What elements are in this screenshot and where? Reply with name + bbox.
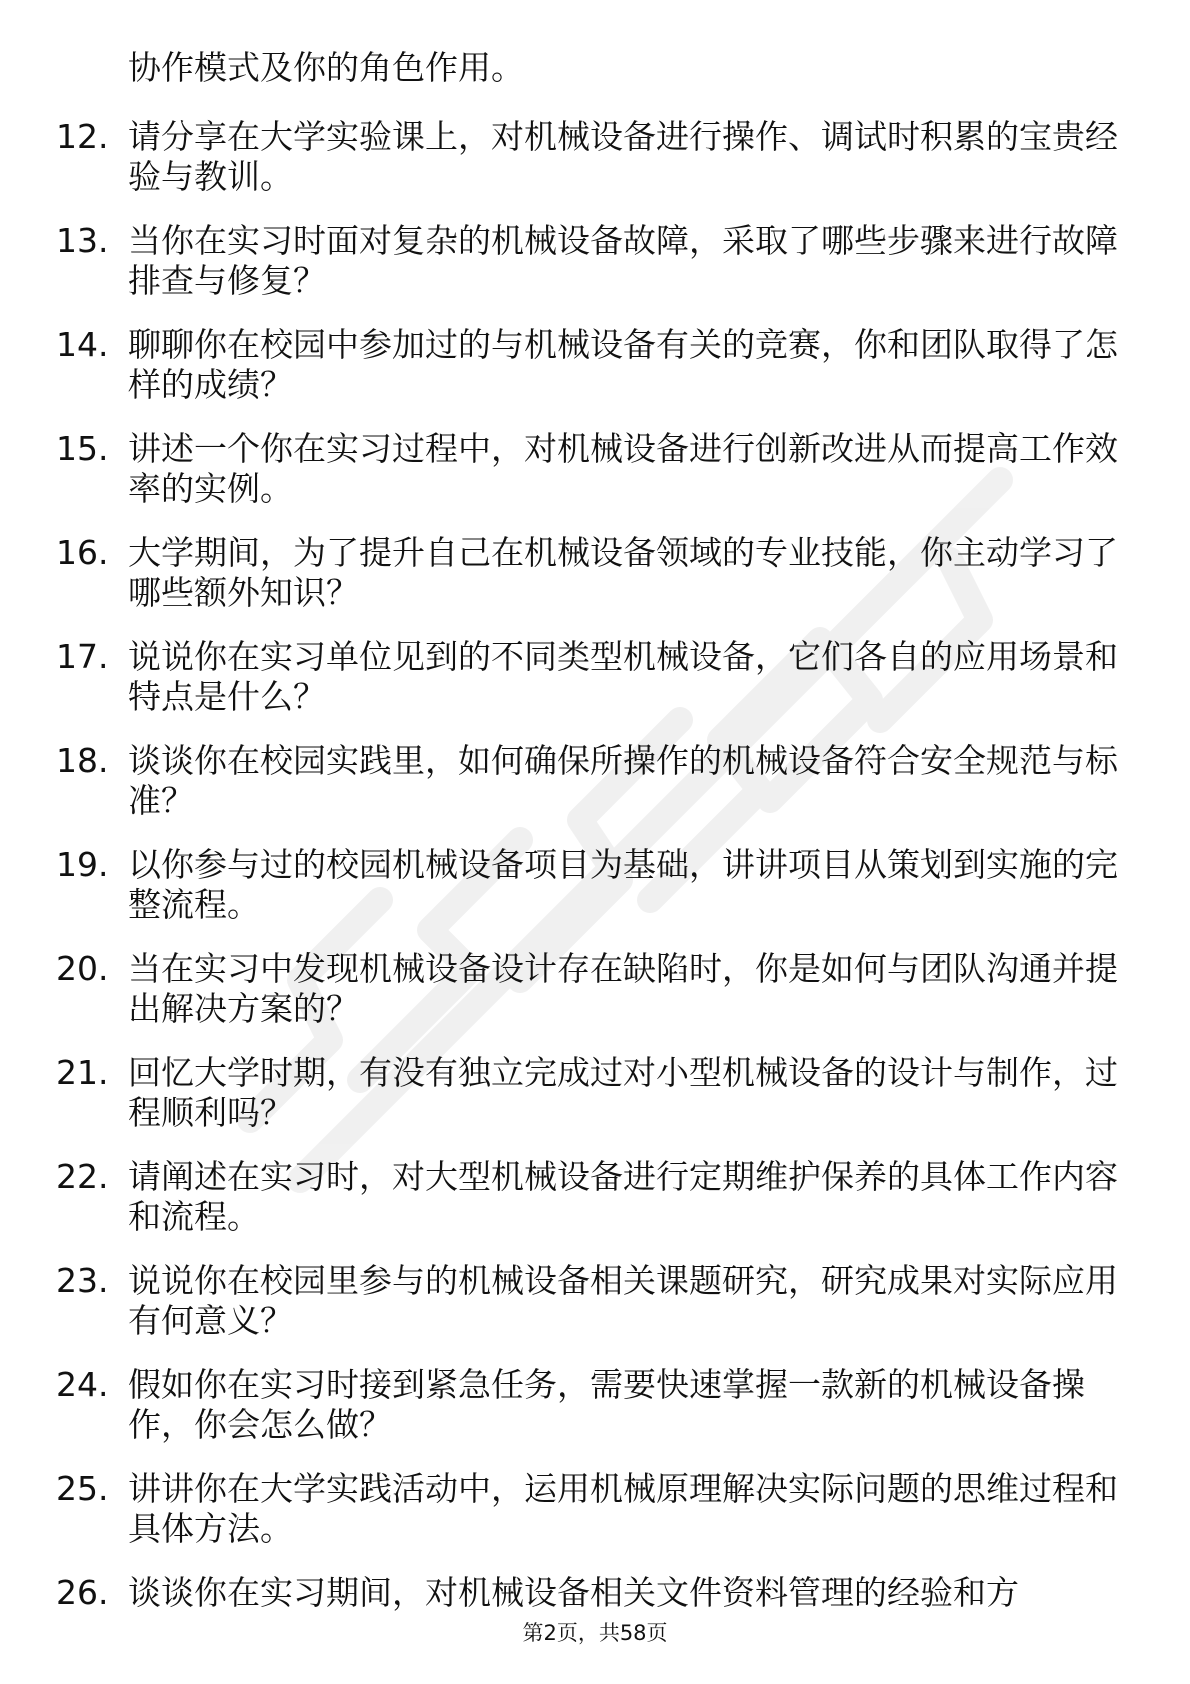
question-text: 聊聊你在校园中参加过的与机械设备有关的竞赛，你和团队取得了怎样的成绩？ bbox=[128, 325, 1118, 404]
question-text: 当你在实习时面对复杂的机械设备故障，采取了哪些步骤来进行故障排查与修复？ bbox=[128, 221, 1118, 300]
list-item bbox=[0, 1053, 1190, 1157]
list-item bbox=[0, 949, 1190, 1053]
question-text: 谈谈你在校园实践里，如何确保所操作的机械设备符合安全规范与标准？ bbox=[128, 741, 1118, 820]
list-item bbox=[0, 637, 1190, 741]
question-number: 12. bbox=[56, 117, 109, 156]
question-list bbox=[0, 117, 1190, 1677]
question-text: 说说你在校园里参与的机械设备相关课题研究，研究成果对实际应用有何意义？ bbox=[128, 1261, 1118, 1340]
list-item bbox=[0, 221, 1190, 325]
list-item bbox=[0, 1469, 1190, 1573]
list-item bbox=[0, 1365, 1190, 1469]
list-item bbox=[0, 117, 1190, 221]
question-text: 当在实习中发现机械设备设计存在缺陷时，你是如何与团队沟通并提出解决方案的？ bbox=[128, 949, 1118, 1028]
question-number: 14. bbox=[56, 325, 109, 364]
question-text: 请分享在大学实验课上，对机械设备进行操作、调试时积累的宝贵经验与教训。 bbox=[128, 117, 1118, 196]
list-item bbox=[0, 1261, 1190, 1365]
question-number: 13. bbox=[56, 221, 109, 260]
list-item bbox=[0, 429, 1190, 533]
continuation-text: 协作模式及你的角色作用。 bbox=[128, 48, 524, 87]
question-text: 回忆大学时期，有没有独立完成过对小型机械设备的设计与制作，过程顺利吗？ bbox=[128, 1053, 1118, 1132]
question-text: 大学期间，为了提升自己在机械设备领域的专业技能，你主动学习了哪些额外知识？ bbox=[128, 533, 1118, 612]
question-number: 25. bbox=[56, 1469, 109, 1508]
question-text: 以你参与过的校园机械设备项目为基础，讲讲项目从策划到实施的完整流程。 bbox=[128, 845, 1118, 924]
question-number: 24. bbox=[56, 1365, 109, 1404]
question-text: 讲讲你在大学实践活动中，运用机械原理解决实际问题的思维过程和具体方法。 bbox=[128, 1469, 1118, 1548]
question-number: 22. bbox=[56, 1157, 109, 1196]
question-number: 26. bbox=[56, 1573, 109, 1612]
list-item bbox=[0, 1157, 1190, 1261]
question-text: 谈谈你在实习期间，对机械设备相关文件资料管理的经验和方 bbox=[128, 1573, 1019, 1612]
question-number: 20. bbox=[56, 949, 109, 988]
question-number: 23. bbox=[56, 1261, 109, 1300]
question-text: 假如你在实习时接到紧急任务，需要快速掌握一款新的机械设备操作，你会怎么做？ bbox=[128, 1365, 1085, 1444]
question-number: 18. bbox=[56, 741, 109, 780]
question-text: 请阐述在实习时，对大型机械设备进行定期维护保养的具体工作内容和流程。 bbox=[128, 1157, 1118, 1236]
page-footer: 第2页，共58页 bbox=[522, 1621, 668, 1645]
list-item bbox=[0, 845, 1190, 949]
list-item bbox=[0, 533, 1190, 637]
question-number: 21. bbox=[56, 1053, 109, 1092]
question-text: 说说你在实习单位见到的不同类型机械设备，它们各自的应用场景和特点是什么？ bbox=[128, 637, 1118, 716]
question-number: 19. bbox=[56, 845, 109, 884]
list-item bbox=[0, 741, 1190, 845]
question-number: 16. bbox=[56, 533, 109, 572]
question-number: 15. bbox=[56, 429, 109, 468]
question-number: 17. bbox=[56, 637, 109, 676]
question-text: 讲述一个你在实习过程中，对机械设备进行创新改进从而提高工作效率的实例。 bbox=[128, 429, 1118, 508]
list-item bbox=[0, 325, 1190, 429]
